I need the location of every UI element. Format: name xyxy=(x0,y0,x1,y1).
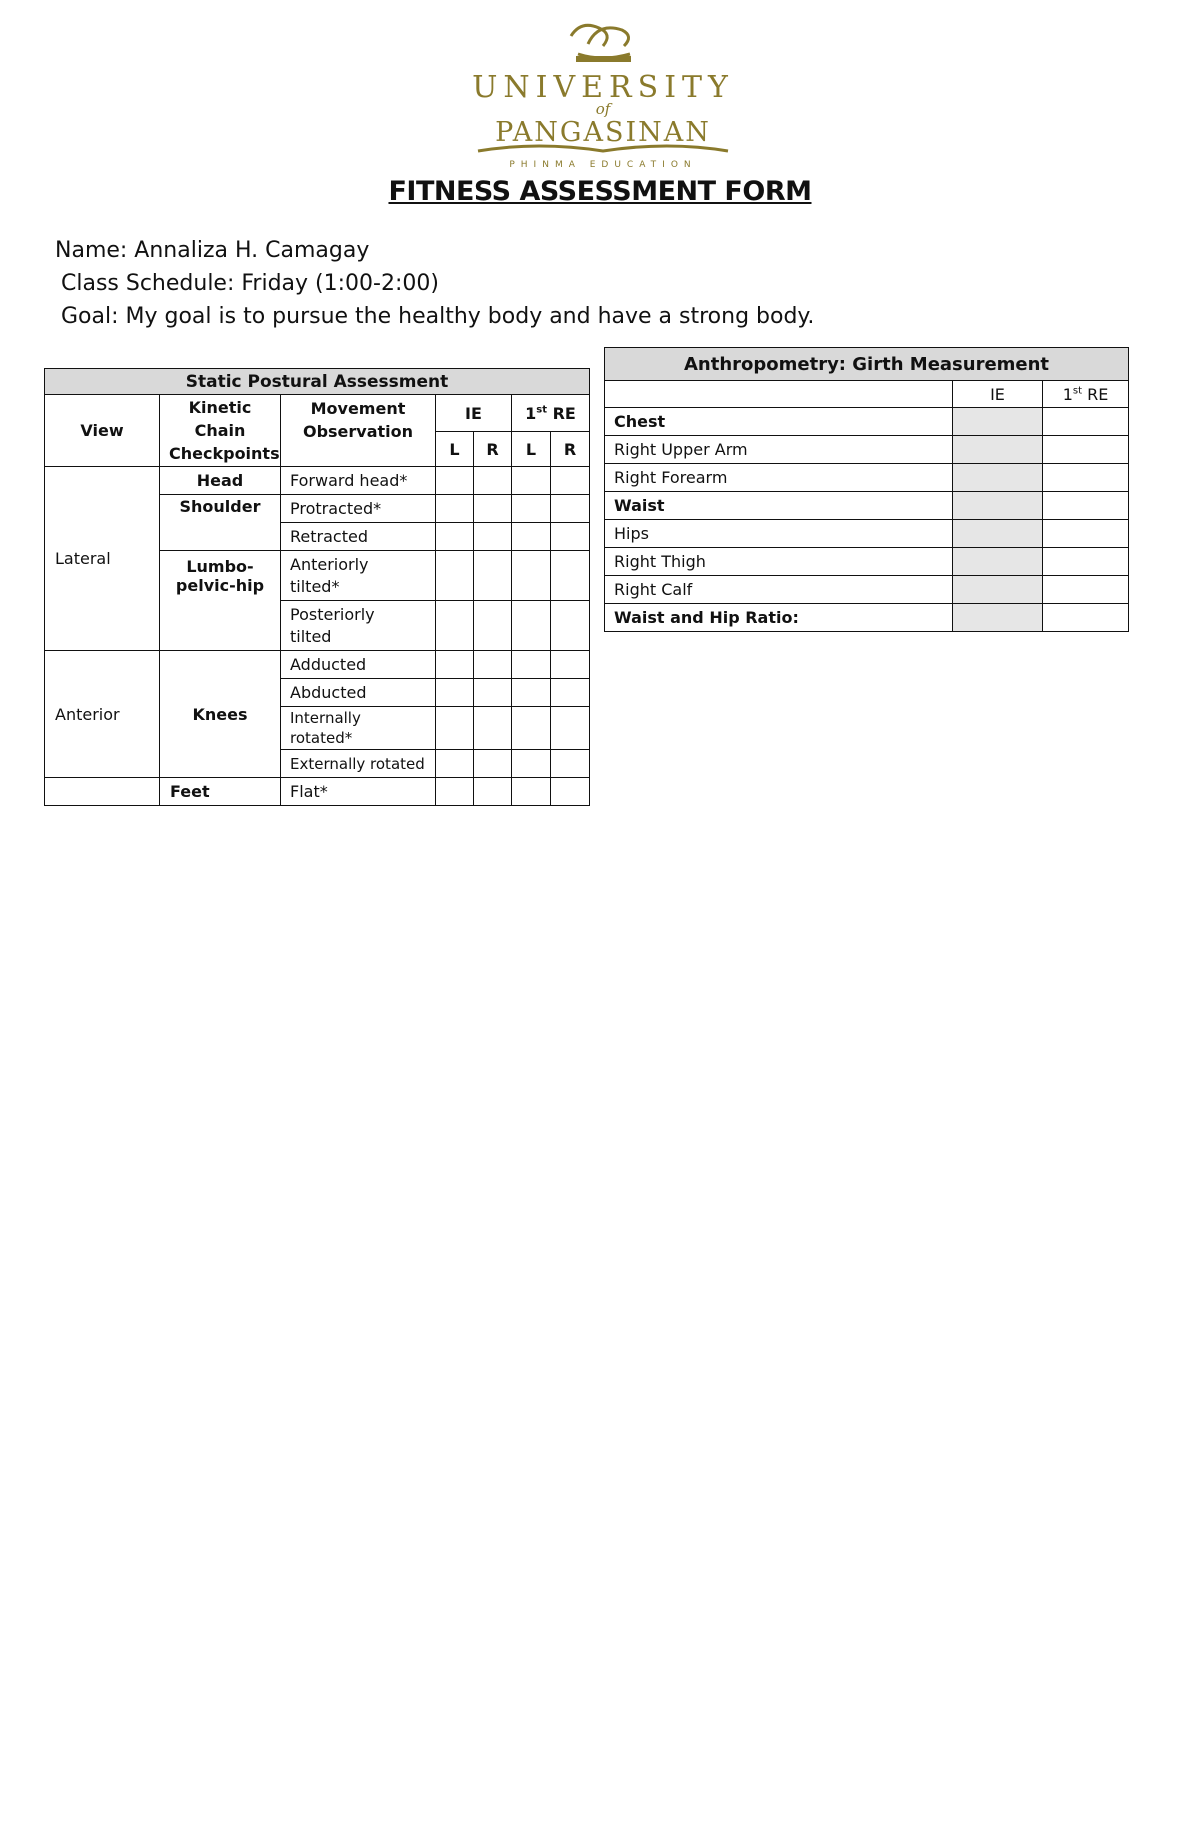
check-cell[interactable] xyxy=(551,750,590,778)
girth-ie-header: IE xyxy=(953,381,1043,408)
check-cell[interactable] xyxy=(551,551,590,601)
girth-row-label: Right Upper Arm xyxy=(605,436,953,464)
obs-forward-head: Forward head* xyxy=(281,467,436,495)
girth-re-cell[interactable] xyxy=(1043,604,1129,632)
girth-ie-cell[interactable] xyxy=(953,492,1043,520)
obs-flat: Flat* xyxy=(281,778,436,806)
table-row xyxy=(605,604,1129,632)
university-logo xyxy=(428,14,778,170)
obs-externally-rotated: Externally rotated xyxy=(281,750,436,778)
re-right-header: R xyxy=(551,432,590,467)
check-cell[interactable] xyxy=(436,778,474,806)
girth-ie-cell[interactable] xyxy=(953,464,1043,492)
check-cell[interactable] xyxy=(474,651,512,679)
girth-title: Anthropometry: Girth Measurement xyxy=(605,348,1129,381)
view-anterior: Anterior xyxy=(45,651,160,778)
check-cell[interactable] xyxy=(436,750,474,778)
ie-right-header: R xyxy=(474,432,512,467)
check-cell[interactable] xyxy=(512,778,551,806)
observation-header: Movement Observation xyxy=(281,395,436,467)
girth-row-label: Right Calf xyxy=(605,576,953,604)
girth-row-label: Waist xyxy=(605,492,953,520)
checkpoint-lumbo-pelvic-hip: Lumbo- pelvic-hip xyxy=(160,551,281,651)
re-left-header: L xyxy=(512,432,551,467)
obs-internally-rotated: Internally rotated* xyxy=(281,707,436,750)
check-cell[interactable] xyxy=(474,523,512,551)
checkpoint-head: Head xyxy=(160,467,281,495)
fitness-goal: Goal: My goal is to pursue the healthy body and have a strong body. xyxy=(61,304,815,329)
checkpoint-knees: Knees xyxy=(160,651,281,778)
obs-anteriorly-tilted: Anteriorly tilted* xyxy=(281,551,436,601)
check-cell[interactable] xyxy=(436,679,474,707)
girth-row-label: Waist and Hip Ratio: xyxy=(605,604,953,632)
svg-text:of: of xyxy=(595,100,611,118)
table-row xyxy=(605,576,1129,604)
girth-re-cell[interactable] xyxy=(1043,576,1129,604)
girth-ie-cell[interactable] xyxy=(953,436,1043,464)
check-cell[interactable] xyxy=(474,707,512,750)
girth-row-label: Chest xyxy=(605,408,953,436)
check-cell[interactable] xyxy=(474,551,512,601)
table-row xyxy=(605,436,1129,464)
girth-ie-cell[interactable] xyxy=(953,520,1043,548)
check-cell[interactable] xyxy=(436,495,474,523)
table-row xyxy=(605,492,1129,520)
check-cell[interactable] xyxy=(551,651,590,679)
girth-re-cell[interactable] xyxy=(1043,464,1129,492)
check-cell[interactable] xyxy=(512,551,551,601)
check-cell[interactable] xyxy=(512,523,551,551)
obs-abducted: Abducted xyxy=(281,679,436,707)
girth-row-label: Right Forearm xyxy=(605,464,953,492)
table-row xyxy=(605,408,1129,436)
check-cell[interactable] xyxy=(436,601,474,651)
girth-re-cell[interactable] xyxy=(1043,548,1129,576)
obs-protracted: Protracted* xyxy=(281,495,436,523)
check-cell[interactable] xyxy=(474,750,512,778)
check-cell[interactable] xyxy=(474,778,512,806)
check-cell[interactable] xyxy=(512,750,551,778)
check-cell[interactable] xyxy=(551,601,590,651)
check-cell[interactable] xyxy=(512,679,551,707)
check-cell[interactable] xyxy=(512,651,551,679)
girth-row-label: Right Thigh xyxy=(605,548,953,576)
ie-left-header: L xyxy=(436,432,474,467)
check-cell[interactable] xyxy=(436,707,474,750)
girth-ie-cell[interactable] xyxy=(953,548,1043,576)
check-cell[interactable] xyxy=(474,679,512,707)
logo-line3: PANGASINAN xyxy=(495,117,711,148)
class-schedule: Class Schedule: Friday (1:00-2:00) xyxy=(61,271,439,296)
check-cell[interactable] xyxy=(512,467,551,495)
check-cell[interactable] xyxy=(474,495,512,523)
check-cell[interactable] xyxy=(551,495,590,523)
checkpoint-shoulder: Shoulder xyxy=(160,495,281,551)
obs-posteriorly-tilted: Posteriorly tilted xyxy=(281,601,436,651)
check-cell[interactable] xyxy=(551,707,590,750)
girth-re-cell[interactable] xyxy=(1043,408,1129,436)
girth-row-label: Hips xyxy=(605,520,953,548)
girth-re-header: 1st RE xyxy=(1043,381,1129,408)
girth-label-header xyxy=(605,381,953,408)
check-cell[interactable] xyxy=(551,778,590,806)
table-row xyxy=(605,548,1129,576)
form-title: FITNESS ASSESSMENT FORM xyxy=(388,176,812,207)
check-cell[interactable] xyxy=(436,467,474,495)
postural-title: Static Postural Assessment xyxy=(45,369,590,395)
table-row xyxy=(45,778,590,806)
table-row xyxy=(605,464,1129,492)
static-postural-table xyxy=(44,368,590,806)
check-cell[interactable] xyxy=(512,601,551,651)
girth-measurement-table xyxy=(604,347,1129,632)
check-cell[interactable] xyxy=(436,551,474,601)
table-row xyxy=(45,651,590,679)
check-cell[interactable] xyxy=(551,467,590,495)
checkpoints-header: Kinetic Chain Checkpoints xyxy=(160,395,281,467)
check-cell[interactable] xyxy=(551,679,590,707)
re-header: 1st RE xyxy=(512,395,590,432)
girth-re-cell[interactable] xyxy=(1043,436,1129,464)
girth-ie-cell[interactable] xyxy=(953,408,1043,436)
view-lateral: Lateral xyxy=(45,467,160,651)
ie-header: IE xyxy=(436,395,512,432)
check-cell[interactable] xyxy=(436,651,474,679)
girth-re-cell[interactable] xyxy=(1043,520,1129,548)
view-empty xyxy=(45,778,160,806)
table-row xyxy=(45,467,590,495)
check-cell[interactable] xyxy=(436,523,474,551)
table-row xyxy=(605,520,1129,548)
checkpoint-feet: Feet xyxy=(160,778,281,806)
logo-line1: UNIVERSITY xyxy=(472,70,734,105)
obs-retracted: Retracted xyxy=(281,523,436,551)
check-cell[interactable] xyxy=(512,707,551,750)
obs-adducted: Adducted xyxy=(281,651,436,679)
view-header: View xyxy=(45,395,160,467)
girth-re-cell[interactable] xyxy=(1043,492,1129,520)
girth-ie-cell[interactable] xyxy=(953,604,1043,632)
check-cell[interactable] xyxy=(474,467,512,495)
check-cell[interactable] xyxy=(551,523,590,551)
girth-ie-cell[interactable] xyxy=(953,576,1043,604)
check-cell[interactable] xyxy=(474,601,512,651)
student-name: Name: Annaliza H. Camagay xyxy=(55,238,370,263)
check-cell[interactable] xyxy=(512,495,551,523)
svg-text:PHINMA EDUCATION: PHINMA EDUCATION xyxy=(509,160,697,170)
